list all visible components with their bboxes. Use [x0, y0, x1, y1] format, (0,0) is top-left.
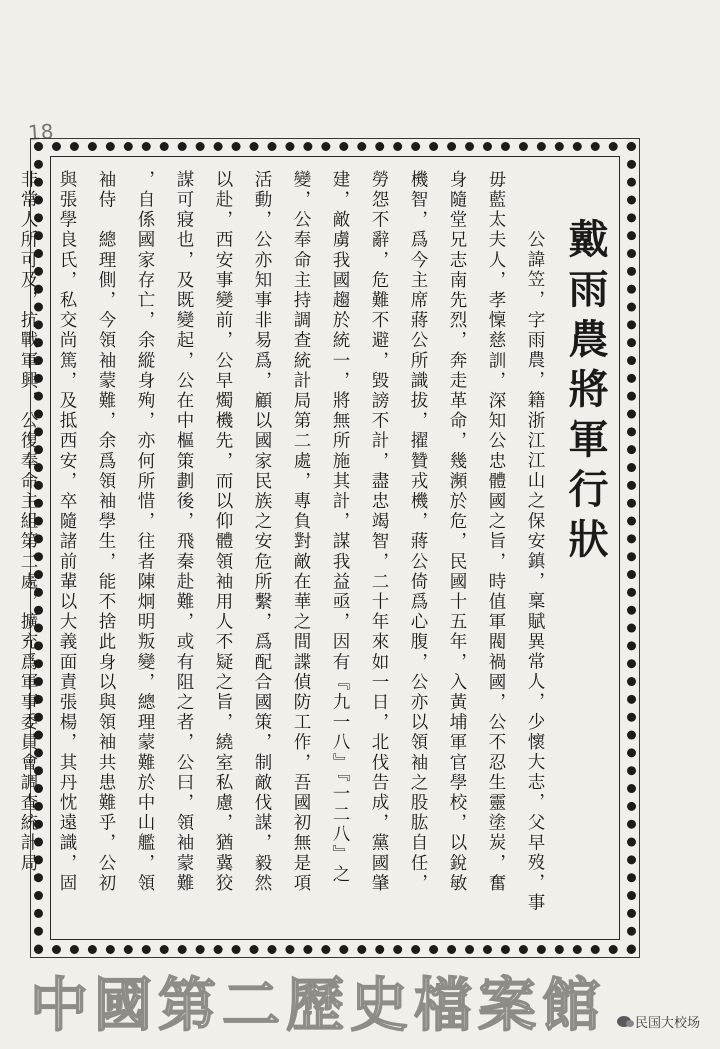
document-title: 戴雨農將軍行狀 [562, 218, 609, 568]
text-column: 身隨堂兄志南先烈，奔走革命，幾瀕於危，民國十五年，入黃埔軍官學校，以銳敏 [447, 170, 467, 894]
text-column: 變，公奉命主持調查統計局第二處，專負對敵在華之間諜偵防工作，吾國初無是項 [291, 170, 311, 894]
text-column [0, 170, 8, 935]
page-number: 18 [27, 119, 55, 145]
text-column: 公諱笠，字雨農，籍浙江江山之保安鎮，稟賦異常人，少懷大志，父早歿，事 [525, 230, 545, 914]
text-column: 活動，公亦知事非易爲，顧以國家民族之安危所繫，爲配合國策，制敵伐謀，毅然 [252, 170, 272, 894]
text-column: 非常人所可及，抗戰軍興，公復奉命主組第二處，擴充爲軍事委員會調查統計局， [18, 170, 38, 894]
credit-label: 民国大校场 [634, 1016, 700, 1031]
text-column: 袖侍 總理側，今領袖蒙難，余爲領袖學生，能不捨此身以與領袖共患難乎，公初 [96, 170, 116, 894]
text-column: 勞怨不辭，危難不避，毀謗不計，盡忠竭智，二十年來如一日，北伐告成，黨國肇 [369, 170, 389, 894]
text-column: 毋藍太夫人，孝懍慈訓，深知公忠體國之旨，時值軍閥禍國，公不忍生靈塗炭，奮 [486, 170, 506, 894]
text-column: 以赴，西安事變前，公早燭機先，而以仰體領袖用人不疑之旨，繞室私慮，猶冀狡 [213, 170, 233, 894]
text-column: 機智，爲今主席蔣公所識拔，擢贊戎機，蔣公倚爲心腹，公亦以領袖之股肱自任， [408, 170, 428, 894]
text-column: ，自係國家存亡，余縱身殉，亦何所惜，往者陳炯明叛變，總理蒙難於中山艦，領 [135, 170, 155, 894]
text-column: 謀可寢也，及既變起，公在中樞策劃後，飛秦赴難，或有阻之者，公曰，領袖蒙難 [174, 170, 194, 894]
text-column: 與張學良氏，私交尚篤，及抵西安，卒隨諸前輩以大義面責張楊，其丹忱遠識，固 [57, 170, 77, 894]
wechat-icon [617, 1016, 631, 1027]
archive-watermark: 中國第二歷史檔案館 [30, 971, 607, 1039]
text-column: 建，敵虜我國趨於統一，將無所施其計，謀我益亟，因有『九一八』『一二八』之 [330, 170, 350, 885]
source-credit [617, 1012, 700, 1031]
text-body [18, 170, 616, 935]
